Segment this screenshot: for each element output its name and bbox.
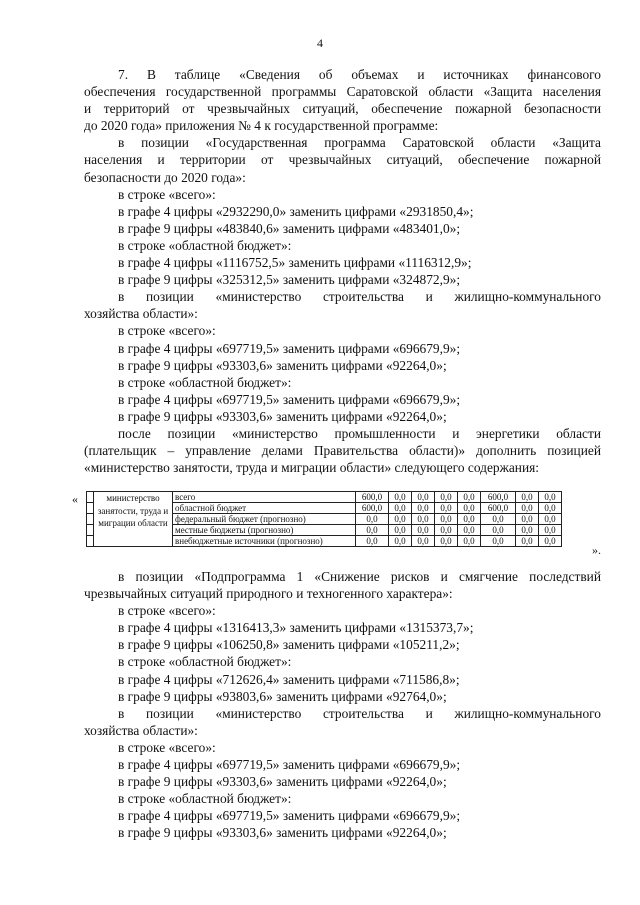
text-line: хозяйства области»: — [84, 722, 198, 738]
value-cell: 0,0 — [389, 536, 412, 547]
text-line: в строке «всего»: — [118, 739, 216, 755]
value-cell: 0,0 — [435, 536, 458, 547]
text-line: в графе 4 цифры «697719,5» заменить цифрами «696679,9»; — [118, 757, 461, 773]
value-cell: 600,0 — [356, 503, 389, 514]
value-cell: 0,0 — [389, 514, 412, 525]
text-line: в графе 4 цифры «697719,5» заменить цифрами «696679,9»; — [118, 391, 461, 407]
text-line: населения и территории от чрезвычайных ситуаций, обеспечение пожарной — [84, 152, 601, 168]
text-line: в строке «областной бюджет»: — [118, 791, 292, 807]
value-cell: 0,0 — [458, 514, 481, 525]
text-line: до 2020 года» приложения № 4 к государственной программе: — [84, 118, 439, 134]
text-line: обеспечения государственной программы Саратовской области «Защита населения — [84, 84, 601, 100]
value-cell: 0,0 — [516, 536, 539, 547]
text-line: в графе 4 цифры «1116752,5» заменить цифрами «1116312,9»; — [118, 255, 472, 271]
text-line: в графе 9 цифры «93303,6» заменить цифрами «92264,0»; — [118, 357, 447, 373]
text-line: в графе 9 цифры «93303,6» заменить цифрами «92264,0»; — [118, 774, 447, 790]
funding-source-cell: федеральный бюджет (прогнозно) — [173, 514, 356, 525]
text-line: в графе 4 цифры «1316413,3» заменить цифрами «1315373,7»; — [118, 620, 474, 636]
table-close-quote: ». — [592, 543, 601, 557]
value-cell: 0,0 — [458, 536, 481, 547]
funding-source-cell: местные бюджеты (прогнозно) — [173, 525, 356, 536]
value-cell: 0,0 — [539, 536, 562, 547]
funding-source-cell: всего — [173, 492, 356, 503]
text-line: в графе 9 цифры «93303,6» заменить цифрами «92264,0»; — [118, 825, 447, 841]
value-cell: 0,0 — [412, 514, 435, 525]
value-cell: 0,0 — [435, 503, 458, 514]
value-cell: 0,0 — [481, 525, 516, 536]
value-cell: 0,0 — [516, 514, 539, 525]
text-line: «министерство занятости, труда и миграции области» следующего содержания: — [84, 460, 539, 476]
value-cell: 0,0 — [356, 536, 389, 547]
text-line: безопасности до 2020 года»: — [84, 169, 246, 185]
value-cell: 0,0 — [435, 514, 458, 525]
value-cell: 0,0 — [389, 492, 412, 503]
text-line: после позиции «министерство промышленности и энергетики области — [118, 425, 601, 441]
value-cell: 0,0 — [458, 492, 481, 503]
text-line: и территорий от чрезвычайных ситуаций, обеспечение пожарной безопасности — [84, 101, 601, 117]
blank-cell — [87, 536, 94, 547]
text-line: в строке «областной бюджет»: — [118, 654, 292, 670]
value-cell: 0,0 — [539, 525, 562, 536]
text-line: в строке «всего»: — [118, 186, 216, 202]
value-cell: 0,0 — [412, 536, 435, 547]
text-line: в графе 9 цифры «325312,5» заменить цифрами «324872,9»; — [118, 272, 461, 288]
value-cell: 0,0 — [412, 492, 435, 503]
text-line: в строке «всего»: — [118, 603, 216, 619]
page-number: 4 — [317, 36, 323, 50]
text-line: в графе 9 цифры «93303,6» заменить цифрами «92264,0»; — [118, 408, 447, 424]
value-cell: 0,0 — [481, 514, 516, 525]
blank-cell — [87, 514, 94, 525]
funding-source-cell: областной бюджет — [173, 503, 356, 514]
value-cell: 600,0 — [481, 503, 516, 514]
text-line: в строке «областной бюджет»: — [118, 237, 292, 253]
inserted-position-table — [86, 491, 562, 547]
value-cell: 0,0 — [389, 503, 412, 514]
table-row — [87, 492, 562, 503]
text-line: 7. В таблице «Сведения об объемах и источниках финансового — [118, 67, 601, 82]
value-cell: 0,0 — [539, 492, 562, 503]
text-line: в позиции «министерство строительства и жилищно-коммунального — [118, 705, 601, 721]
text-line: в графе 4 цифры «697719,5» заменить цифрами «696679,9»; — [118, 340, 461, 356]
entity-cell: министерство занятости, труда и миграции области — [94, 492, 173, 547]
text-line: в позиции «Подпрограмма 1 «Снижение рисков и смягчение последствий — [118, 569, 601, 584]
value-cell: 0,0 — [412, 503, 435, 514]
value-cell: 600,0 — [481, 492, 516, 503]
blank-cell — [87, 503, 94, 514]
value-cell: 600,0 — [356, 492, 389, 503]
text-line: в графе 4 цифры «697719,5» заменить цифрами «696679,9»; — [118, 808, 461, 824]
text-line: в графе 4 цифры «2932290,0» заменить цифрами «2931850,4»; — [118, 203, 474, 219]
text-line: в позиции «министерство строительства и жилищно-коммунального — [118, 289, 601, 305]
value-cell: 0,0 — [516, 525, 539, 536]
text-line: чрезвычайных ситуаций природного и техногенного характера»: — [84, 586, 453, 602]
value-cell: 0,0 — [539, 514, 562, 525]
text-line: в строке «областной бюджет»: — [118, 374, 292, 390]
text-line: хозяйства области»: — [84, 306, 198, 322]
value-cell: 0,0 — [458, 503, 481, 514]
text-line: (плательщик – управление делами Правительства области)» дополнить позицией — [84, 443, 601, 459]
text-line: в графе 4 цифры «712626,4» заменить цифрами «711586,8»; — [118, 671, 460, 687]
text-line: в графе 9 цифры «93803,6» заменить цифрами «92764,0»; — [118, 688, 447, 704]
value-cell: 0,0 — [481, 536, 516, 547]
blank-cell — [87, 492, 94, 503]
table-open-quote: « — [72, 492, 78, 506]
text-line: в графе 9 цифры «483840,6» заменить цифрами «483401,0»; — [118, 220, 461, 236]
value-cell: 0,0 — [458, 525, 481, 536]
value-cell: 0,0 — [435, 492, 458, 503]
blank-cell — [87, 525, 94, 536]
inserted-position-table-wrap — [72, 491, 612, 557]
text-line: в графе 9 цифры «106250,8» заменить цифрами «105211,2»; — [118, 637, 460, 653]
value-cell: 0,0 — [389, 525, 412, 536]
value-cell: 0,0 — [412, 525, 435, 536]
value-cell: 0,0 — [516, 492, 539, 503]
text-line: в строке «всего»: — [118, 323, 216, 339]
value-cell: 0,0 — [539, 503, 562, 514]
amendment-text-part-1 — [84, 66, 601, 476]
value-cell: 0,0 — [356, 514, 389, 525]
value-cell: 0,0 — [435, 525, 458, 536]
value-cell: 0,0 — [516, 503, 539, 514]
text-line: в позиции «Государственная программа Саратовской области «Защита — [118, 135, 601, 151]
funding-source-cell: внебюджетные источники (прогнозно) — [173, 536, 356, 547]
value-cell: 0,0 — [356, 525, 389, 536]
amendment-text-part-2 — [84, 568, 601, 842]
